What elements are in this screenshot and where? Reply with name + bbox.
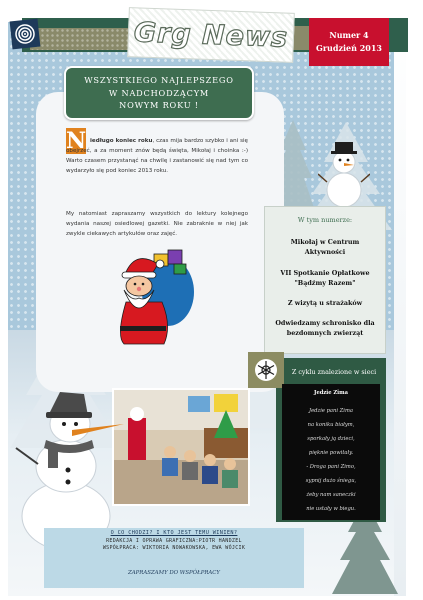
poem-line: Jedzie pani Zima [309,408,353,414]
poem-line: - Droga pani Zimo, [306,464,356,470]
footer-invitation: ZAPRASZAMY DO WSPÓŁPRACY [128,570,220,576]
paragraph-lead: iedługo koniec roku [90,138,153,144]
header-accent-strip [30,28,130,50]
snowflake-icon [248,352,284,388]
headline-line: NOWYM ROKU ! [119,100,199,110]
contents-item: Odwiedzamy schronisko dla bezdomnych zwierząt [275,319,375,337]
contents-item: VII Spotkanie Opłatkowe "Bądźmy Razem" [280,269,370,287]
greeting-headline [64,66,254,120]
santa-claus-illustration [106,246,198,346]
poem-heading: Jedzie Zima [313,390,348,396]
sidebar-title: W tym numerze: [297,216,353,224]
article-paragraph: My natomiast zapraszamy wszystkich do lektury kolejnego wydania naszej osiedlowej gazetki. Nie zabraknie w niej jak zwykle ciekawych artykułów oraz zajęć. [66,211,248,237]
article-paragraph [66,136,248,176]
poem-line: nie ustały w biegu. [306,506,356,512]
issue-badge [309,18,389,66]
poem-line: żeby nam saneczki [306,492,356,498]
issue-number: Numer 4 [329,30,369,40]
poem-line: pięknie powitały. [308,450,354,456]
contents-item: Mikołaj w Centrum Aktywności [290,238,360,256]
poem-line: sypnij dużo śniegu, [305,478,357,484]
snowman-illustration [318,138,370,210]
headline-line: W NADCHODZĄCYM [108,87,210,98]
footer-credit-line: REDAKCJA I OPRAWA GRAFICZNA:PIOTR HANDZEL [106,538,242,544]
headline-line: WSZYSTKIEGO NAJLEPSZEGO [84,75,234,85]
drop-cap: N [66,128,87,154]
newsletter-logo [127,7,295,63]
paragraph-text: , czas mija bardzo szybko i ani się obejrzeć, a za moment znów będą święta, Mikołaj i choinka :-) Warto czasem przystanąć na chwilę i zastanowić się nad tym co wydarzyło się pod koniec 2013 roku. [66,138,248,174]
spiral-icon [10,19,41,50]
footer-credit-line: WSPÓŁPRACA: WIKTORIA NOWAKOWSKA, EWA WÓJCIK [102,545,246,551]
issue-date: Grudzień 2013 [316,43,382,53]
poem-section-title: Z cyklu znalezione w sieci [291,368,377,376]
contents-item: Z wizytą u strażaków [287,299,363,307]
snowman-illustration [14,388,144,548]
footer-credits [44,528,304,588]
poem-line: sporkały ją dzieci, [307,436,355,442]
logo-text: Grg News [133,16,289,54]
footer-heading: O CO CHODZI? I KTO JEST TEMU WINIEN? [110,530,238,536]
poem-line: na koniku białym, [307,422,355,428]
